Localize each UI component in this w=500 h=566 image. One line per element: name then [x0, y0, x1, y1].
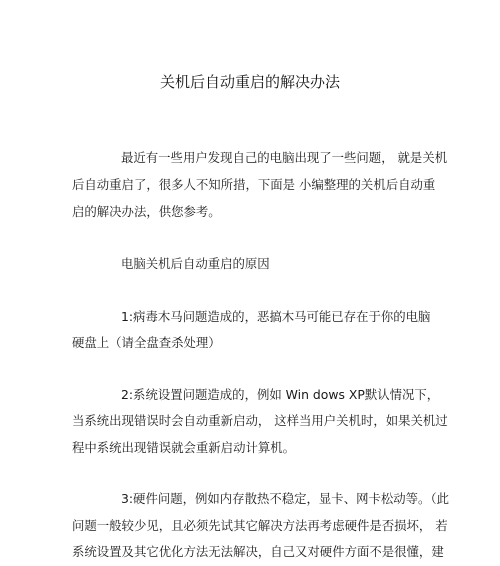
reason-3-line-2: 问题一般较少见，且必须先试其它解决方法再考虑硬件是否损坏， 若	[72, 518, 448, 533]
document-title: 关机后自动重启的解决办法	[159, 73, 340, 91]
reason-2-line-3: 程中系统出现错误就会重新启动计算机。	[72, 440, 296, 455]
reason-1-line-2: 硬盘上（请全盘查杀处理）	[72, 335, 221, 350]
reason-3-line-3: 系统设置及其它优化方法无法解决，自己又对硬件方面不是很懂，建	[72, 544, 444, 559]
reason-2-line-1: 2:系统设置问题造成的，例如 Win dows XP默认情况下，	[121, 387, 440, 402]
intro-line-1: 最近有一些用户发现自己的电脑出现了一些问题， 就是关机	[121, 150, 448, 165]
intro-line-2: 后自动重启了，很多人不知所措，下面是 小编整理的关机后自动重	[72, 177, 436, 192]
intro-line-3: 启的解决办法，供您参考。	[72, 204, 221, 219]
reason-2-line-2: 当系统出现错误时会自动重新启动， 这样当用户关机时，如果关机过	[72, 413, 448, 428]
section-heading: 电脑关机后自动重启的原因	[121, 256, 270, 271]
reason-1-line-1: 1:病毒木马问题造成的，恶搞木马可能已存在于你的电脑	[121, 309, 431, 324]
reason-3-line-1: 3:硬件问题，例如内存散热不稳定，显卡、网卡松动等。（此	[121, 491, 450, 506]
